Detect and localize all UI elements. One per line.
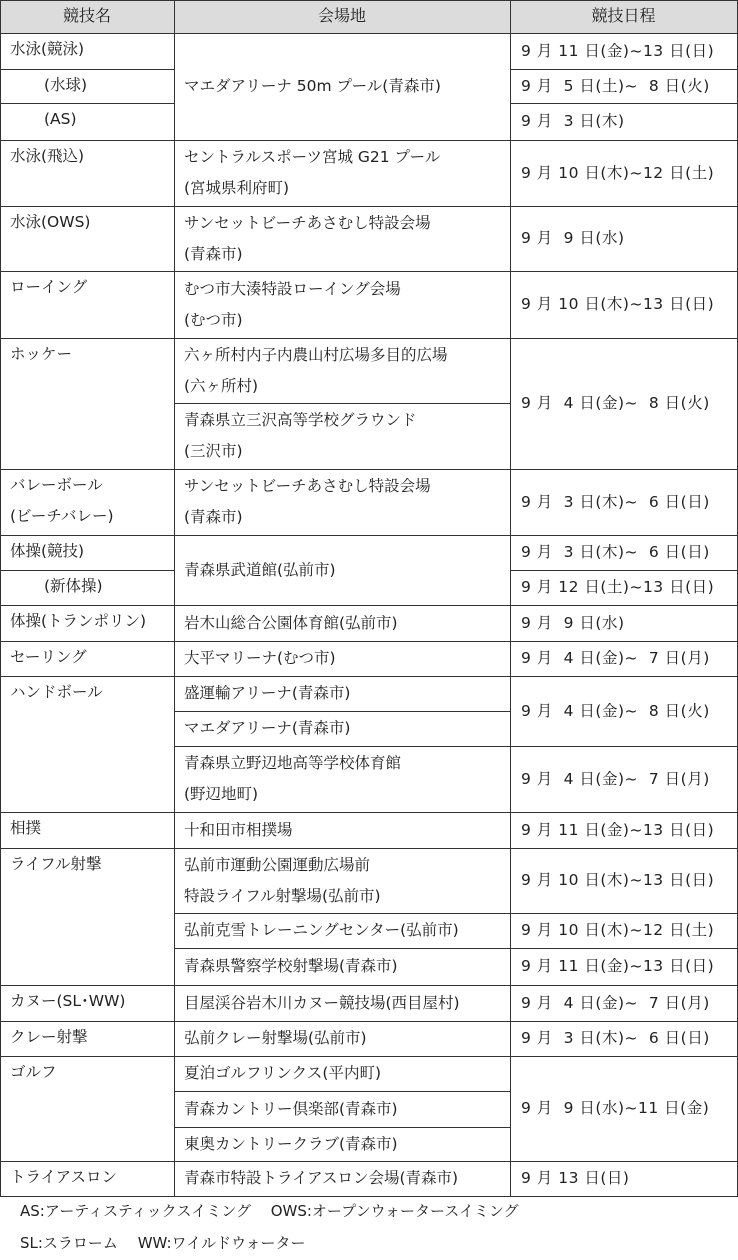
venue-name-line: (三沢市) [184, 442, 243, 460]
event-name: ローイング [10, 278, 88, 296]
date-text: 9 月 4 日(金)~ 7 日(月) [521, 993, 710, 1012]
event-name: (水球) [44, 76, 88, 94]
event-cell [0, 605, 174, 641]
venue-name-line: 青森県立三沢高等学校グラウンド [184, 411, 417, 429]
venue-name-line: 弘前克雪トレーニングセンター(弘前市) [184, 921, 459, 939]
venue-name-line: セントラルスポーツ宮城 G21 プール [184, 148, 441, 166]
venue-name-line: サンセットビーチあさむし特設会場 [184, 477, 431, 495]
date-text: 9 月 4 日(金)~ 7 日(月) [521, 769, 710, 788]
date-cell [510, 913, 737, 948]
venue-cell [174, 848, 510, 913]
event-cell [0, 33, 174, 69]
event-cell [0, 812, 174, 848]
date-text: 9 月 10 日(木)~13 日(日) [521, 295, 715, 313]
date-cell [510, 746, 737, 812]
venue-cell [174, 338, 510, 403]
date-text: 9 月 4 日(金)~ 8 日(火) [521, 394, 710, 412]
event-name: ゴルフ [10, 1063, 57, 1081]
venue-cell [174, 140, 510, 206]
column-divider [174, 0, 175, 1197]
event-name: カヌー(SL･WW) [10, 992, 126, 1010]
venue-name-line: 青森市特設トライアスロン会場(青森市) [184, 1169, 459, 1187]
event-cell [0, 985, 174, 1021]
venue-cell [174, 1021, 510, 1056]
date-cell [510, 1021, 737, 1056]
date-cell [510, 676, 737, 746]
venue-name-line: 夏泊ゴルフリンクス(平内町) [184, 1064, 382, 1082]
venue-cell [174, 913, 510, 948]
date-cell [510, 812, 737, 848]
date-cell [510, 641, 737, 676]
venue-cell [174, 271, 510, 338]
venue-name-line: (むつ市) [184, 310, 243, 329]
event-cell [0, 641, 174, 676]
date-text: 9 月 3 日(木) [521, 112, 625, 130]
date-text: 9 月 4 日(金)~ 7 日(月) [521, 649, 710, 667]
date-text: 9 月 5 日(土)~ 8 日(火) [521, 76, 710, 95]
event-cell [0, 570, 174, 605]
date-cell [510, 1161, 737, 1196]
event-name: ハンドボール [10, 683, 103, 701]
date-cell [510, 469, 737, 535]
venue-cell [174, 469, 510, 535]
venue-cell [174, 985, 510, 1021]
date-text: 9 月 4 日(金)~ 8 日(火) [521, 701, 710, 720]
date-cell [510, 570, 737, 605]
event-cell [0, 103, 174, 140]
venue-cell [174, 812, 510, 848]
date-text: 9 月 11 日(金)~13 日(日) [521, 820, 715, 839]
venue-cell [174, 1091, 510, 1127]
venue-name-line: むつ市大湊特設ローイング会場 [184, 279, 401, 298]
date-cell [510, 69, 737, 103]
date-text: 9 月 9 日(水) [521, 613, 625, 632]
date-text: 9 月 11 日(金)~13 日(日) [521, 957, 715, 975]
event-name: (AS) [44, 110, 77, 128]
date-cell [510, 271, 737, 338]
venue-name-line: マエダアリーナ 50m プール(青森市) [184, 77, 441, 95]
event-name: ライフル射撃 [10, 855, 102, 873]
venue-cell [174, 403, 510, 469]
date-cell [510, 338, 737, 469]
event-cell [0, 848, 174, 985]
event-name: (新体操) [44, 577, 103, 595]
venue-name-line: 青森県警察学校射撃場(青森市) [184, 957, 398, 975]
event-name: トライアスロン [10, 1168, 117, 1186]
date-text: 9 月 10 日(木)~12 日(土) [521, 921, 715, 939]
venue-cell [174, 33, 510, 140]
date-cell [510, 535, 737, 570]
event-name: セーリング [10, 648, 87, 666]
date-cell [510, 140, 737, 206]
venue-name-line: (青森市) [184, 508, 243, 526]
venue-name-line: (青森市) [184, 244, 243, 263]
footnote-sl-ww: SL:スラローム WW:ワイルドウォーター [20, 1234, 306, 1252]
venue-name-line: マエダアリーナ(青森市) [184, 719, 351, 737]
venue-name-line: (六ヶ所村) [184, 376, 259, 395]
date-cell [510, 985, 737, 1021]
date-text: 9 月 11 日(金)~13 日(日) [521, 41, 715, 60]
venue-name-line: 六ヶ所村内子内農山村広場多目的広場 [184, 345, 448, 364]
date-text: 9 月 3 日(木)~ 6 日(日) [521, 1029, 710, 1047]
table-side-border [0, 0, 1, 1197]
event-cell [0, 69, 174, 103]
event-name-sub: (ビーチバレー) [10, 507, 114, 525]
venue-cell [174, 676, 510, 711]
event-cell [0, 271, 174, 338]
venue-cell [174, 1127, 510, 1161]
event-name: クレー射撃 [10, 1028, 88, 1046]
venue-name-line: (宮城県利府町) [184, 179, 290, 197]
date-cell [510, 1056, 737, 1161]
venue-name-line: 青森カントリー倶楽部(青森市) [184, 1099, 398, 1118]
event-cell [0, 1056, 174, 1161]
venue-cell [174, 605, 510, 641]
venue-name-line: 十和田市相撲場 [184, 820, 293, 839]
venue-name-line: 盛運輸アリーナ(青森市) [184, 684, 351, 702]
date-text: 9 月 10 日(木)~12 日(土) [521, 163, 715, 182]
event-name: 相撲 [10, 819, 42, 837]
date-text: 9 月 3 日(木)~ 6 日(日) [521, 543, 710, 561]
event-name: 水泳(競泳) [10, 40, 85, 58]
event-cell [0, 338, 174, 469]
event-cell [0, 676, 174, 812]
event-cell [0, 1161, 174, 1196]
event-name: 水泳(飛込) [10, 147, 85, 165]
date-cell [510, 206, 737, 271]
event-cell [0, 469, 174, 535]
venue-name-line: 目屋渓谷岩木川カヌー競技場(西目屋村) [184, 993, 460, 1012]
venue-name-line: 青森県立野辺地高等学校体育館 [184, 754, 402, 772]
date-cell [510, 848, 737, 913]
venue-name-line: 特設ライフル射撃場(弘前市) [184, 886, 381, 905]
row-divider [0, 1196, 175, 1197]
venue-cell [174, 535, 510, 605]
date-text: 9 月 3 日(木)~ 6 日(日) [521, 492, 710, 511]
venue-name-line: 岩木山総合公園体育館(弘前市) [184, 613, 398, 632]
date-text: 9 月 13 日(日) [521, 1169, 630, 1187]
event-name: 体操(トランポリン) [10, 612, 147, 630]
venue-name-line: (野辺地町) [184, 785, 259, 803]
table-top-border [0, 0, 738, 1]
date-cell [510, 605, 737, 641]
venue-cell [174, 711, 510, 746]
event-name: 水泳(OWS) [10, 213, 91, 231]
venue-name-line: 弘前市運動公園運動広場前 [184, 855, 371, 874]
venue-name-line: 青森県武道館(弘前市) [184, 560, 336, 579]
venue-name-line: 弘前クレー射撃場(弘前市) [184, 1029, 367, 1047]
venue-cell [174, 948, 510, 985]
venue-cell [174, 641, 510, 676]
date-cell [510, 948, 737, 985]
header-bottom-border [0, 33, 738, 34]
date-cell [510, 103, 737, 140]
venue-cell [174, 1161, 510, 1196]
header-venue: 会場地 [174, 0, 510, 33]
event-cell [0, 1021, 174, 1056]
event-cell [0, 140, 174, 206]
column-divider [510, 0, 511, 1197]
header-date: 競技日程 [510, 0, 737, 33]
event-name: ホッケー [10, 345, 73, 363]
venue-cell [174, 746, 510, 812]
venue-name-line: 東奥カントリークラブ(青森市) [184, 1134, 398, 1153]
row-divider [174, 1196, 511, 1197]
date-text: 9 月 12 日(土)~13 日(日) [521, 578, 715, 596]
venue-cell [174, 206, 510, 271]
event-cell [0, 535, 174, 570]
venue-cell [174, 1056, 510, 1091]
venue-name-line: 大平マリーナ(むつ市) [184, 649, 336, 667]
footnote-as-ows: AS:アーティスティックスイミング OWS:オープンウォータースイミング [20, 1202, 519, 1220]
row-divider [510, 1196, 738, 1197]
date-text: 9 月 9 日(水) [521, 229, 625, 247]
date-text: 9 月 10 日(木)~13 日(日) [521, 871, 715, 889]
header-event: 競技名 [0, 0, 174, 33]
event-cell [0, 206, 174, 271]
date-text: 9 月 9 日(水)~11 日(金) [521, 1099, 710, 1117]
date-cell [510, 33, 737, 69]
event-name: 体操(競技) [10, 542, 85, 560]
event-name: バレーボール [10, 476, 103, 494]
venue-name-line: サンセットビーチあさむし特設会場 [184, 213, 431, 232]
